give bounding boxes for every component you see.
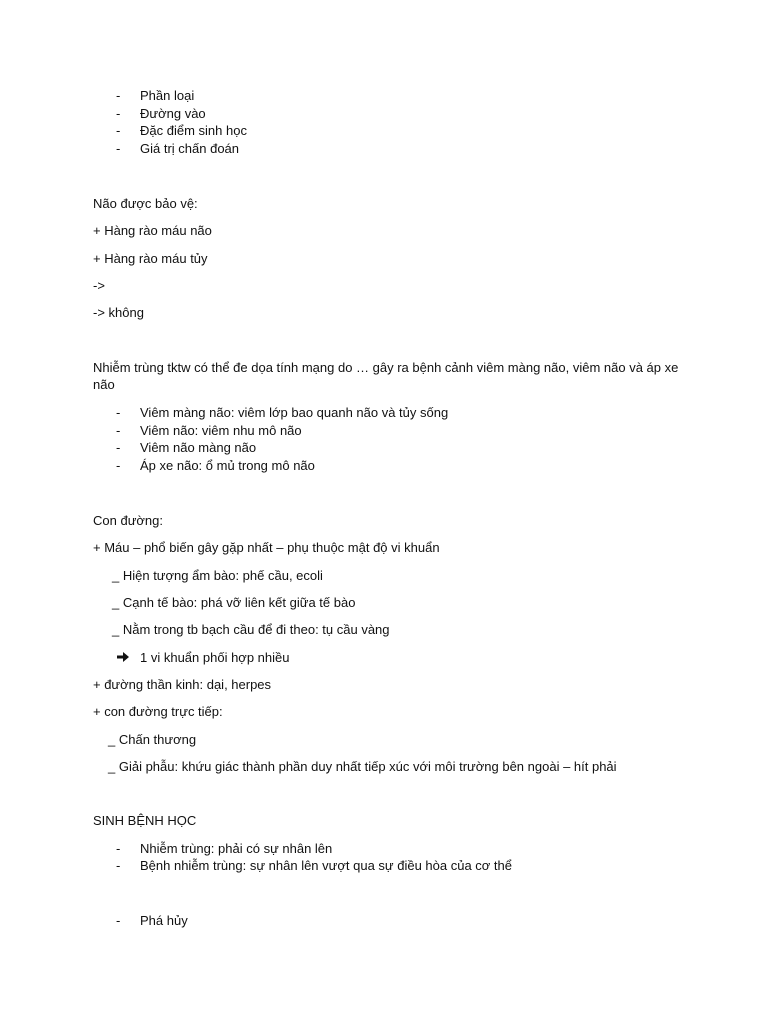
- list-bullet: -: [116, 88, 121, 103]
- arrow-right-icon: [116, 650, 130, 664]
- list-bullet: -: [116, 913, 121, 928]
- list-bullet: -: [116, 423, 121, 438]
- patho-title: SINH BỆNH HỌC: [93, 813, 197, 828]
- protect-line: ->: [93, 278, 105, 293]
- route-sub: _ Chấn thương: [108, 732, 197, 747]
- list-bullet: -: [116, 141, 121, 156]
- list-bullet: -: [116, 440, 121, 455]
- list-item: Đường vào: [140, 106, 206, 121]
- protect-line: + Hàng rào máu tủy: [93, 251, 208, 266]
- list-bullet: -: [116, 841, 121, 856]
- list-item: Bệnh nhiễm trùng: sự nhân lên vượt qua sự điều hòa của cơ thể: [140, 858, 512, 873]
- route-sub: _ Hiện tượng ẩm bào: phế cầu, ecoli: [112, 568, 323, 583]
- list-item: Giá trị chấn đoán: [140, 141, 240, 156]
- route-blood: + Máu – phổ biến gây gặp nhất – phụ thuộc mật độ vi khuẩn: [93, 540, 440, 555]
- list-item: Phần loại: [140, 88, 195, 103]
- route-title: Con đường:: [93, 513, 163, 528]
- list-bullet: -: [116, 858, 121, 873]
- list-item: Viêm não: viêm nhu mô não: [140, 423, 302, 438]
- list-item: Viêm màng não: viêm lớp bao quanh não và tủy sống: [140, 405, 449, 420]
- route-sub: _ Giải phẫu: khứu giác thành phần duy nhất tiếp xúc với môi trường bên ngoài – hít phải: [108, 759, 617, 774]
- route-sub: _ Cạnh tế bào: phá vỡ liên kết giữa tế bào: [112, 595, 356, 610]
- list-item: Nhiễm trùng: phải có sự nhân lên: [140, 841, 333, 856]
- list-bullet: -: [116, 405, 121, 420]
- route-arrow-text: 1 vi khuẩn phối hợp nhiều: [140, 650, 290, 665]
- route-nerve: + đường thần kinh: dại, herpes: [93, 677, 272, 692]
- list-bullet: -: [116, 123, 121, 138]
- list-item: Viêm não màng não: [140, 440, 257, 455]
- protect-line: -> không: [93, 305, 144, 320]
- protect-line: + Hàng rào máu não: [93, 223, 212, 238]
- list-item: Phá hủy: [140, 913, 188, 928]
- route-direct: + con đường trực tiếp:: [93, 704, 223, 719]
- infection-paragraph: Nhiễm trùng tktw có thể đe dọa tính mạng do … gây ra bệnh cảnh viêm màng não, viêm não và áp xe não: [93, 360, 679, 392]
- list-bullet: -: [116, 458, 121, 473]
- list-item: Áp xe não: ổ mủ trong mô não: [140, 458, 315, 473]
- protect-title: Não được bảo vệ:: [93, 196, 198, 211]
- list-item: Đặc điểm sinh học: [140, 123, 247, 138]
- route-sub: _ Nằm trong tb bạch cầu để đi theo: tụ cầu vàng: [112, 622, 390, 637]
- list-bullet: -: [116, 106, 121, 121]
